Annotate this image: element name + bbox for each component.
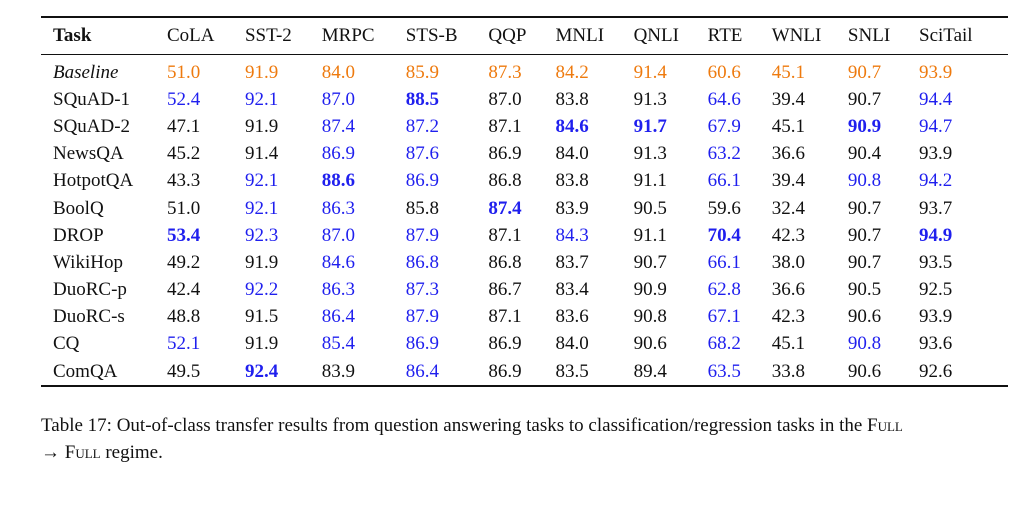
table-cell: 49.5 (166, 360, 201, 382)
results-table (41, 16, 1008, 387)
table-cell: 93.9 (919, 61, 953, 83)
row-label: ComQA (53, 360, 118, 382)
table-cell: 90.8 (633, 306, 667, 328)
table-cell: 91.9 (244, 333, 279, 355)
table-cell: 53.4 (166, 224, 201, 246)
row-label: SQuAD-1 (53, 88, 131, 110)
table-cell: 86.3 (321, 279, 355, 301)
table-cell: 39.4 (771, 170, 805, 192)
table-cell: 90.8 (847, 333, 882, 355)
table-cell: 93.6 (919, 333, 953, 355)
table-cell: 84.0 (555, 143, 589, 165)
row-label: WikiHop (53, 251, 123, 273)
column-header-snli: SNLI (847, 25, 891, 46)
table-row (41, 331, 1008, 358)
table-cell: 66.1 (707, 251, 741, 273)
table-cell: 83.5 (555, 360, 589, 382)
table-cell: 87.3 (405, 279, 440, 301)
caption-arrow: → (41, 442, 65, 463)
table-row (41, 358, 1008, 386)
table-cell: 83.9 (555, 197, 589, 219)
table-cell: 43.3 (166, 170, 201, 192)
column-header-mrpc: MRPC (321, 25, 375, 46)
table-cell: 92.3 (244, 224, 279, 246)
column-header-task: Task (53, 25, 92, 46)
table-cell: 51.0 (166, 197, 201, 219)
table-cell: 91.9 (244, 115, 279, 137)
table-cell: 90.7 (847, 61, 882, 83)
table-cell: 87.6 (405, 143, 440, 165)
table-cell: 92.2 (244, 279, 279, 301)
table-cell: 86.9 (488, 143, 522, 165)
table-row (41, 195, 1008, 222)
table-cell: 90.9 (633, 279, 667, 301)
table-caption (41, 412, 1016, 466)
table-cell: 91.9 (244, 61, 279, 83)
table-row (41, 86, 1008, 113)
table-cell: 86.8 (405, 251, 440, 273)
table-row (41, 168, 1008, 195)
table-cell: 49.2 (166, 251, 201, 273)
table-cell: 63.5 (707, 360, 741, 382)
table-cell: 91.4 (633, 61, 667, 83)
table-cell: 93.9 (919, 306, 953, 328)
table-cell: 42.3 (771, 306, 805, 328)
table-cell: 87.0 (321, 88, 355, 110)
column-header-cola: CoLA (166, 25, 215, 46)
table-cell: 87.0 (321, 224, 355, 246)
table-cell: 92.1 (244, 197, 279, 219)
table-row (41, 141, 1008, 168)
caption-text-end: regime. (100, 442, 163, 463)
table-cell: 83.6 (555, 306, 589, 328)
row-label: CQ (53, 333, 80, 355)
table-cell: 87.4 (488, 197, 522, 219)
table-row (41, 304, 1008, 331)
table-cell: 86.9 (405, 170, 440, 192)
row-label: DuoRC-p (53, 279, 127, 301)
table-cell: 67.9 (707, 115, 741, 137)
table-cell: 90.6 (847, 306, 882, 328)
table-cell: 88.5 (405, 88, 440, 110)
table-cell: 42.3 (771, 224, 805, 246)
table-cell: 39.4 (771, 88, 805, 110)
table-cell: 90.6 (633, 333, 667, 355)
caption-text: Table 17: Out-of-class transfer results from question answering tasks to classification/regression tasks in the (41, 415, 868, 436)
table-cell: 87.2 (405, 115, 440, 137)
table-cell: 86.7 (488, 279, 522, 301)
table-cell: 91.1 (633, 170, 667, 192)
row-label: DROP (53, 224, 104, 246)
results-table-container (41, 16, 1008, 387)
row-label: HotpotQA (53, 170, 134, 192)
row-label: DuoRC-s (53, 306, 125, 328)
table-row (41, 222, 1008, 249)
column-header-qqp: QQP (488, 25, 527, 46)
column-header-wnli: WNLI (771, 25, 822, 46)
table-cell: 89.4 (633, 360, 667, 382)
table-cell: 91.4 (244, 143, 279, 165)
table-cell: 91.1 (633, 224, 667, 246)
column-header-sts-b: STS-B (405, 25, 458, 46)
table-cell: 93.9 (919, 143, 953, 165)
table-cell: 86.9 (488, 360, 522, 382)
column-header-scitail: SciTail (919, 25, 973, 46)
table-cell: 90.7 (847, 88, 882, 110)
table-cell: 91.5 (244, 306, 279, 328)
caption-full-regime: Full (64, 442, 101, 463)
table-cell: 52.1 (166, 333, 201, 355)
table-cell: 45.1 (771, 61, 805, 83)
table-cell: 67.1 (707, 306, 741, 328)
table-cell: 84.3 (555, 224, 589, 246)
table-cell: 84.0 (555, 333, 589, 355)
row-label: BoolQ (53, 197, 104, 219)
table-cell: 64.6 (707, 88, 741, 110)
table-cell: 87.1 (488, 224, 522, 246)
table-cell: 87.9 (405, 224, 440, 246)
row-label: SQuAD-2 (53, 115, 131, 137)
table-cell: 33.8 (771, 360, 805, 382)
table-cell: 87.0 (488, 88, 522, 110)
table-cell: 83.4 (555, 279, 589, 301)
table-cell: 93.7 (919, 197, 953, 219)
table-cell: 92.5 (919, 279, 953, 301)
table-row (41, 55, 1008, 87)
table-cell: 87.4 (321, 115, 355, 137)
table-cell: 87.1 (488, 306, 522, 328)
table-cell: 83.7 (555, 251, 589, 273)
table-cell: 90.9 (847, 115, 882, 137)
table-cell: 84.0 (321, 61, 355, 83)
table-cell: 83.8 (555, 170, 589, 192)
table-cell: 45.2 (166, 143, 201, 165)
table-cell: 63.2 (707, 143, 741, 165)
column-header-sst-2: SST-2 (244, 25, 292, 46)
table-cell: 86.4 (405, 360, 440, 382)
table-cell: 32.4 (771, 197, 805, 219)
table-cell: 36.6 (771, 279, 805, 301)
table-cell: 90.7 (847, 224, 882, 246)
table-cell: 91.3 (633, 88, 667, 110)
table-cell: 90.7 (633, 251, 667, 273)
table-cell: 93.5 (919, 251, 953, 273)
table-cell: 45.1 (771, 115, 805, 137)
table-cell: 88.6 (321, 170, 355, 192)
table-cell: 84.6 (321, 251, 355, 273)
table-cell: 68.2 (707, 333, 741, 355)
table-cell: 94.2 (919, 170, 953, 192)
column-header-rte: RTE (707, 25, 743, 46)
table-cell: 85.9 (405, 61, 440, 83)
table-cell: 86.4 (321, 306, 355, 328)
table-cell: 85.8 (405, 197, 440, 219)
column-header-mnli: MNLI (555, 25, 605, 46)
table-cell: 90.5 (633, 197, 667, 219)
table-cell: 66.1 (707, 170, 741, 192)
row-label: NewsQA (53, 143, 124, 165)
table-cell: 83.8 (555, 88, 589, 110)
table-cell: 86.9 (321, 143, 355, 165)
table-cell: 86.8 (488, 251, 522, 273)
table-cell: 86.8 (488, 170, 522, 192)
table-cell: 92.1 (244, 88, 279, 110)
table-cell: 85.4 (321, 333, 355, 355)
table-cell: 94.7 (919, 115, 953, 137)
table-cell: 51.0 (166, 61, 201, 83)
table-cell: 60.6 (707, 61, 741, 83)
table-cell: 87.3 (488, 61, 522, 83)
table-cell: 87.9 (405, 306, 440, 328)
table-cell: 52.4 (166, 88, 201, 110)
table-cell: 94.9 (919, 224, 953, 246)
table-cell: 87.1 (488, 115, 522, 137)
table-cell: 90.5 (847, 279, 882, 301)
table-row (41, 277, 1008, 304)
table-header-row (41, 17, 1008, 55)
table-cell: 86.3 (321, 197, 355, 219)
table-cell: 90.8 (847, 170, 882, 192)
table-cell: 86.9 (405, 333, 440, 355)
table-cell: 94.4 (919, 88, 953, 110)
table-cell: 59.6 (707, 197, 741, 219)
table-cell: 36.6 (771, 143, 805, 165)
table-cell: 48.8 (166, 306, 201, 328)
table-row (41, 113, 1008, 140)
table-cell: 38.0 (771, 251, 805, 273)
table-cell: 92.6 (919, 360, 953, 382)
column-header-qnli: QNLI (633, 25, 679, 46)
table-cell: 62.8 (707, 279, 741, 301)
table-cell: 83.9 (321, 360, 355, 382)
table-cell: 91.9 (244, 251, 279, 273)
table-cell: 90.6 (847, 360, 882, 382)
table-cell: 91.3 (633, 143, 667, 165)
table-cell: 90.7 (847, 251, 882, 273)
table-cell: 86.9 (488, 333, 522, 355)
table-cell: 70.4 (707, 224, 741, 246)
caption-full-regime: Full (867, 415, 903, 436)
table-cell: 90.7 (847, 197, 882, 219)
table-cell: 92.1 (244, 170, 279, 192)
table-cell: 47.1 (166, 115, 201, 137)
table-cell: 91.7 (633, 115, 667, 137)
table-cell: 84.6 (555, 115, 589, 137)
table-body (41, 55, 1008, 387)
table-cell: 90.4 (847, 143, 882, 165)
table-cell: 42.4 (166, 279, 201, 301)
table-cell: 84.2 (555, 61, 589, 83)
table-row (41, 249, 1008, 276)
table-cell: 92.4 (244, 360, 279, 382)
row-label: Baseline (53, 61, 119, 83)
table-cell: 45.1 (771, 333, 805, 355)
